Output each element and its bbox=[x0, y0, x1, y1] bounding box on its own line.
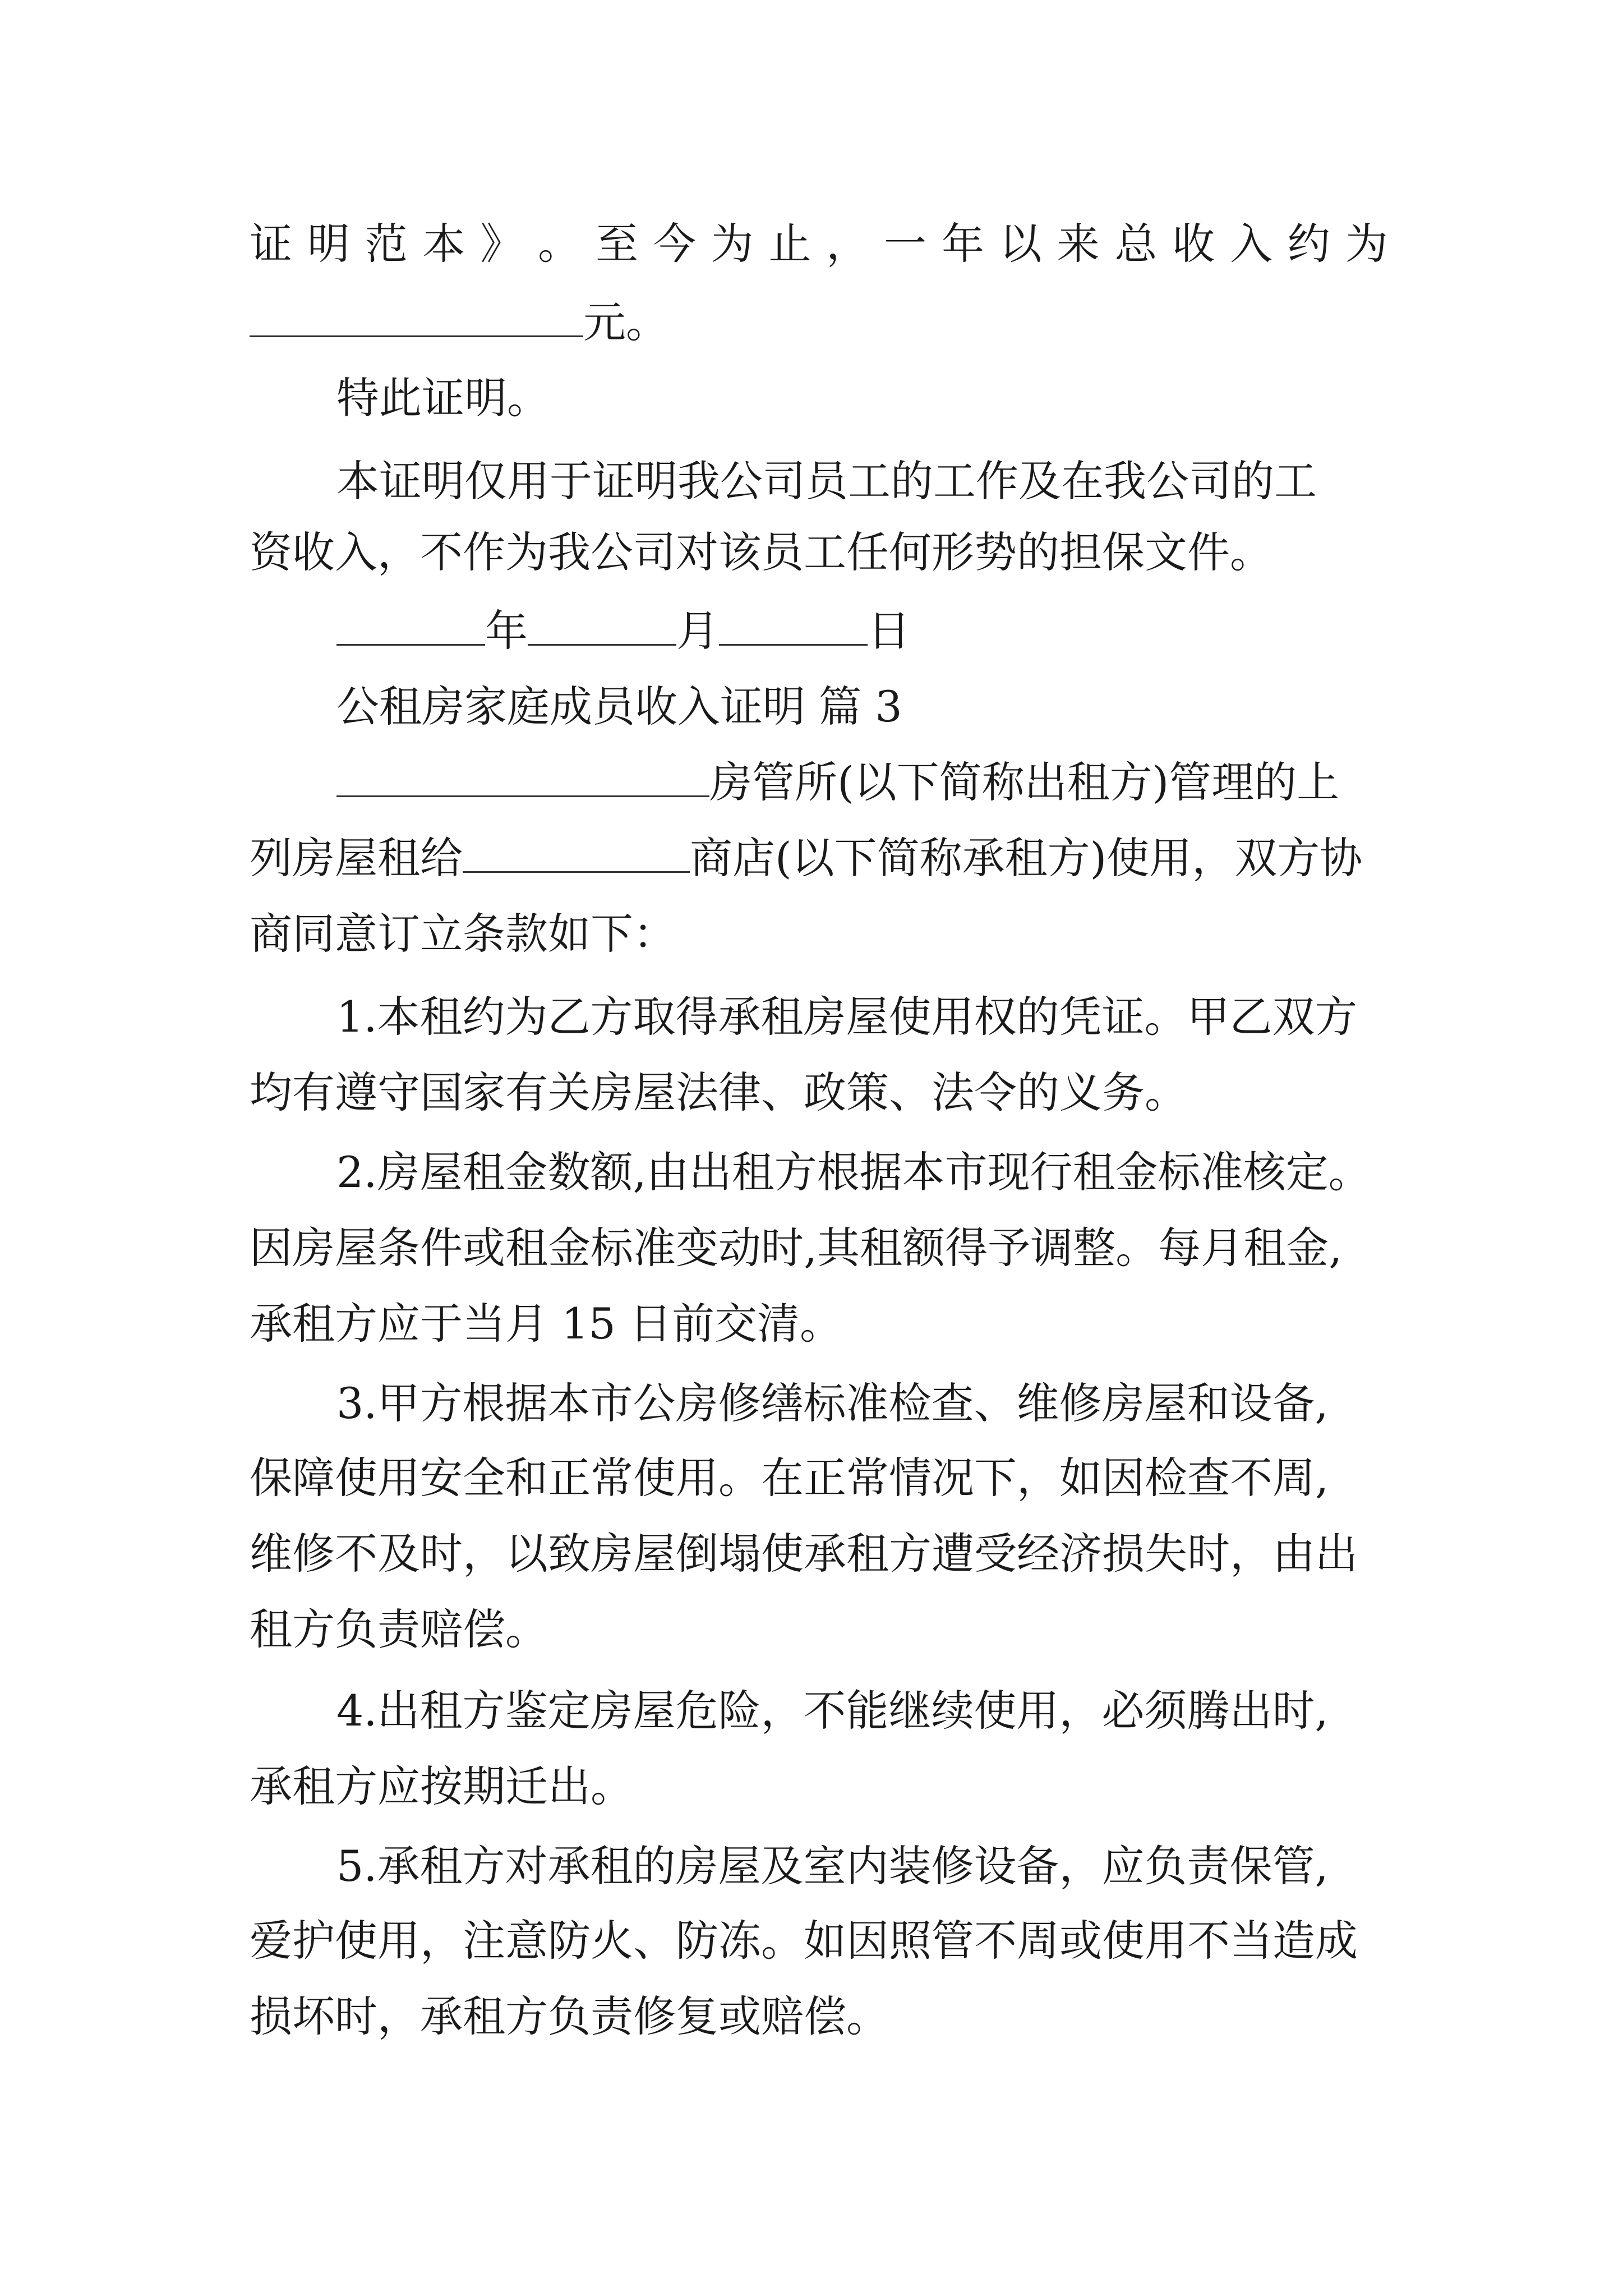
text-line-2 bbox=[250, 295, 1388, 351]
text-line-10: 商同意订立条款如下： bbox=[250, 909, 676, 959]
clause-2-line-3: 承租方应于当月 15 日前交清。 bbox=[250, 1299, 843, 1349]
text-line-1-char: 来 bbox=[1057, 219, 1100, 269]
fill-blank[interactable] bbox=[250, 295, 583, 337]
text-line-9-suffix: 商店(以下简称承租方)使用，双方协 bbox=[690, 833, 1363, 883]
clause-5-line-1: 5.承租方对承租的房屋及室内装修设备，应负责保管, bbox=[336, 1841, 1329, 1891]
text-line-8-suffix: 房管所(以下简称出租方)管理的上 bbox=[709, 757, 1340, 807]
text-line-1-char: 范 bbox=[365, 219, 408, 269]
text-line-9-prefix: 列房屋租给 bbox=[250, 833, 463, 883]
text-line-1-char: 入 bbox=[1230, 219, 1273, 269]
clause-3-line-1: 3.甲方根据本市公房修缮标准检查、维修房屋和设备, bbox=[336, 1378, 1329, 1428]
day-label: 日 bbox=[868, 606, 910, 656]
section-heading: 公租房家庭成员收入证明 篇 3 bbox=[336, 682, 902, 731]
text-line-1-char: 为 bbox=[711, 219, 754, 269]
text-line-1-char: 一 bbox=[884, 219, 927, 269]
text-line-1-char: 证 bbox=[250, 219, 292, 269]
day-blank[interactable] bbox=[719, 604, 868, 646]
clause-5-line-2: 爱护使用，注意防火、防冻。如因照管不周或使用不当造成 bbox=[250, 1916, 1358, 1966]
month-blank[interactable] bbox=[528, 604, 676, 646]
clause-3-line-3: 维修不及时，以致房屋倒塌使承租方遭受经济损失时，由出 bbox=[250, 1529, 1358, 1579]
text-line-1-char: 年 bbox=[941, 219, 984, 269]
shop-blank[interactable] bbox=[463, 831, 690, 873]
text-line-1-char: 约 bbox=[1287, 219, 1330, 269]
month-label: 月 bbox=[676, 606, 719, 656]
text-line-1-char: 止 bbox=[768, 219, 811, 269]
text-line-3: 特此证明。 bbox=[336, 373, 550, 423]
clause-3-line-2: 保障使用安全和正常使用。在正常情况下，如因检查不周, bbox=[250, 1453, 1329, 1503]
text-line-1 bbox=[250, 216, 1388, 272]
text-line-5: 资收入，不作为我公司对该员工任何形势的担保文件。 bbox=[250, 527, 1272, 577]
clause-2-line-1: 2.房屋租金数额,由出租方根据本市现行租金标准核定。 bbox=[336, 1147, 1371, 1197]
clause-4-line-2: 承租方应按期迁出。 bbox=[250, 1761, 633, 1811]
text-line-1-char: 。 bbox=[538, 219, 581, 269]
text-line-1-char: ， bbox=[826, 219, 869, 269]
text-line-9 bbox=[250, 830, 1388, 886]
housing-office-blank[interactable] bbox=[336, 755, 709, 797]
text-line-1-char: 为 bbox=[1345, 219, 1388, 269]
clause-1-line-1: 1.本租约为乙方取得承租房屋使用权的凭证。甲乙双方 bbox=[336, 992, 1358, 1042]
text-line-1-char: 明 bbox=[307, 219, 350, 269]
text-line-2-suffix: 元。 bbox=[583, 297, 668, 347]
text-line-4: 本证明仅用于证明我公司员工的工作及在我公司的工 bbox=[336, 456, 1317, 506]
text-line-1-char: 今 bbox=[653, 219, 696, 269]
text-line-8 bbox=[336, 754, 1388, 811]
text-line-1-char: 总 bbox=[1114, 219, 1158, 269]
clause-2-line-2: 因房屋条件或租金标准变动时,其租额得予调整。每月租金, bbox=[250, 1223, 1343, 1273]
text-line-1-char: 至 bbox=[595, 219, 638, 269]
clause-3-line-4: 租方负责赔偿。 bbox=[250, 1604, 548, 1654]
text-line-1-char: 本 bbox=[422, 219, 465, 269]
text-line-1-char: 收 bbox=[1172, 219, 1215, 269]
date-line bbox=[336, 603, 1388, 659]
clause-4-line-1: 4.出租方鉴定房屋危险，不能继续使用，必须腾出时, bbox=[336, 1686, 1329, 1736]
clause-5-line-3: 损坏时，承租方负责修复或赔偿。 bbox=[250, 1991, 889, 2041]
text-line-1-char: 》 bbox=[480, 219, 523, 269]
year-label: 年 bbox=[485, 606, 528, 656]
text-line-1-char: 以 bbox=[999, 219, 1042, 269]
clause-1-line-2: 均有遵守国家有关房屋法律、政策、法令的义务。 bbox=[250, 1068, 1187, 1117]
year-blank[interactable] bbox=[336, 604, 485, 646]
